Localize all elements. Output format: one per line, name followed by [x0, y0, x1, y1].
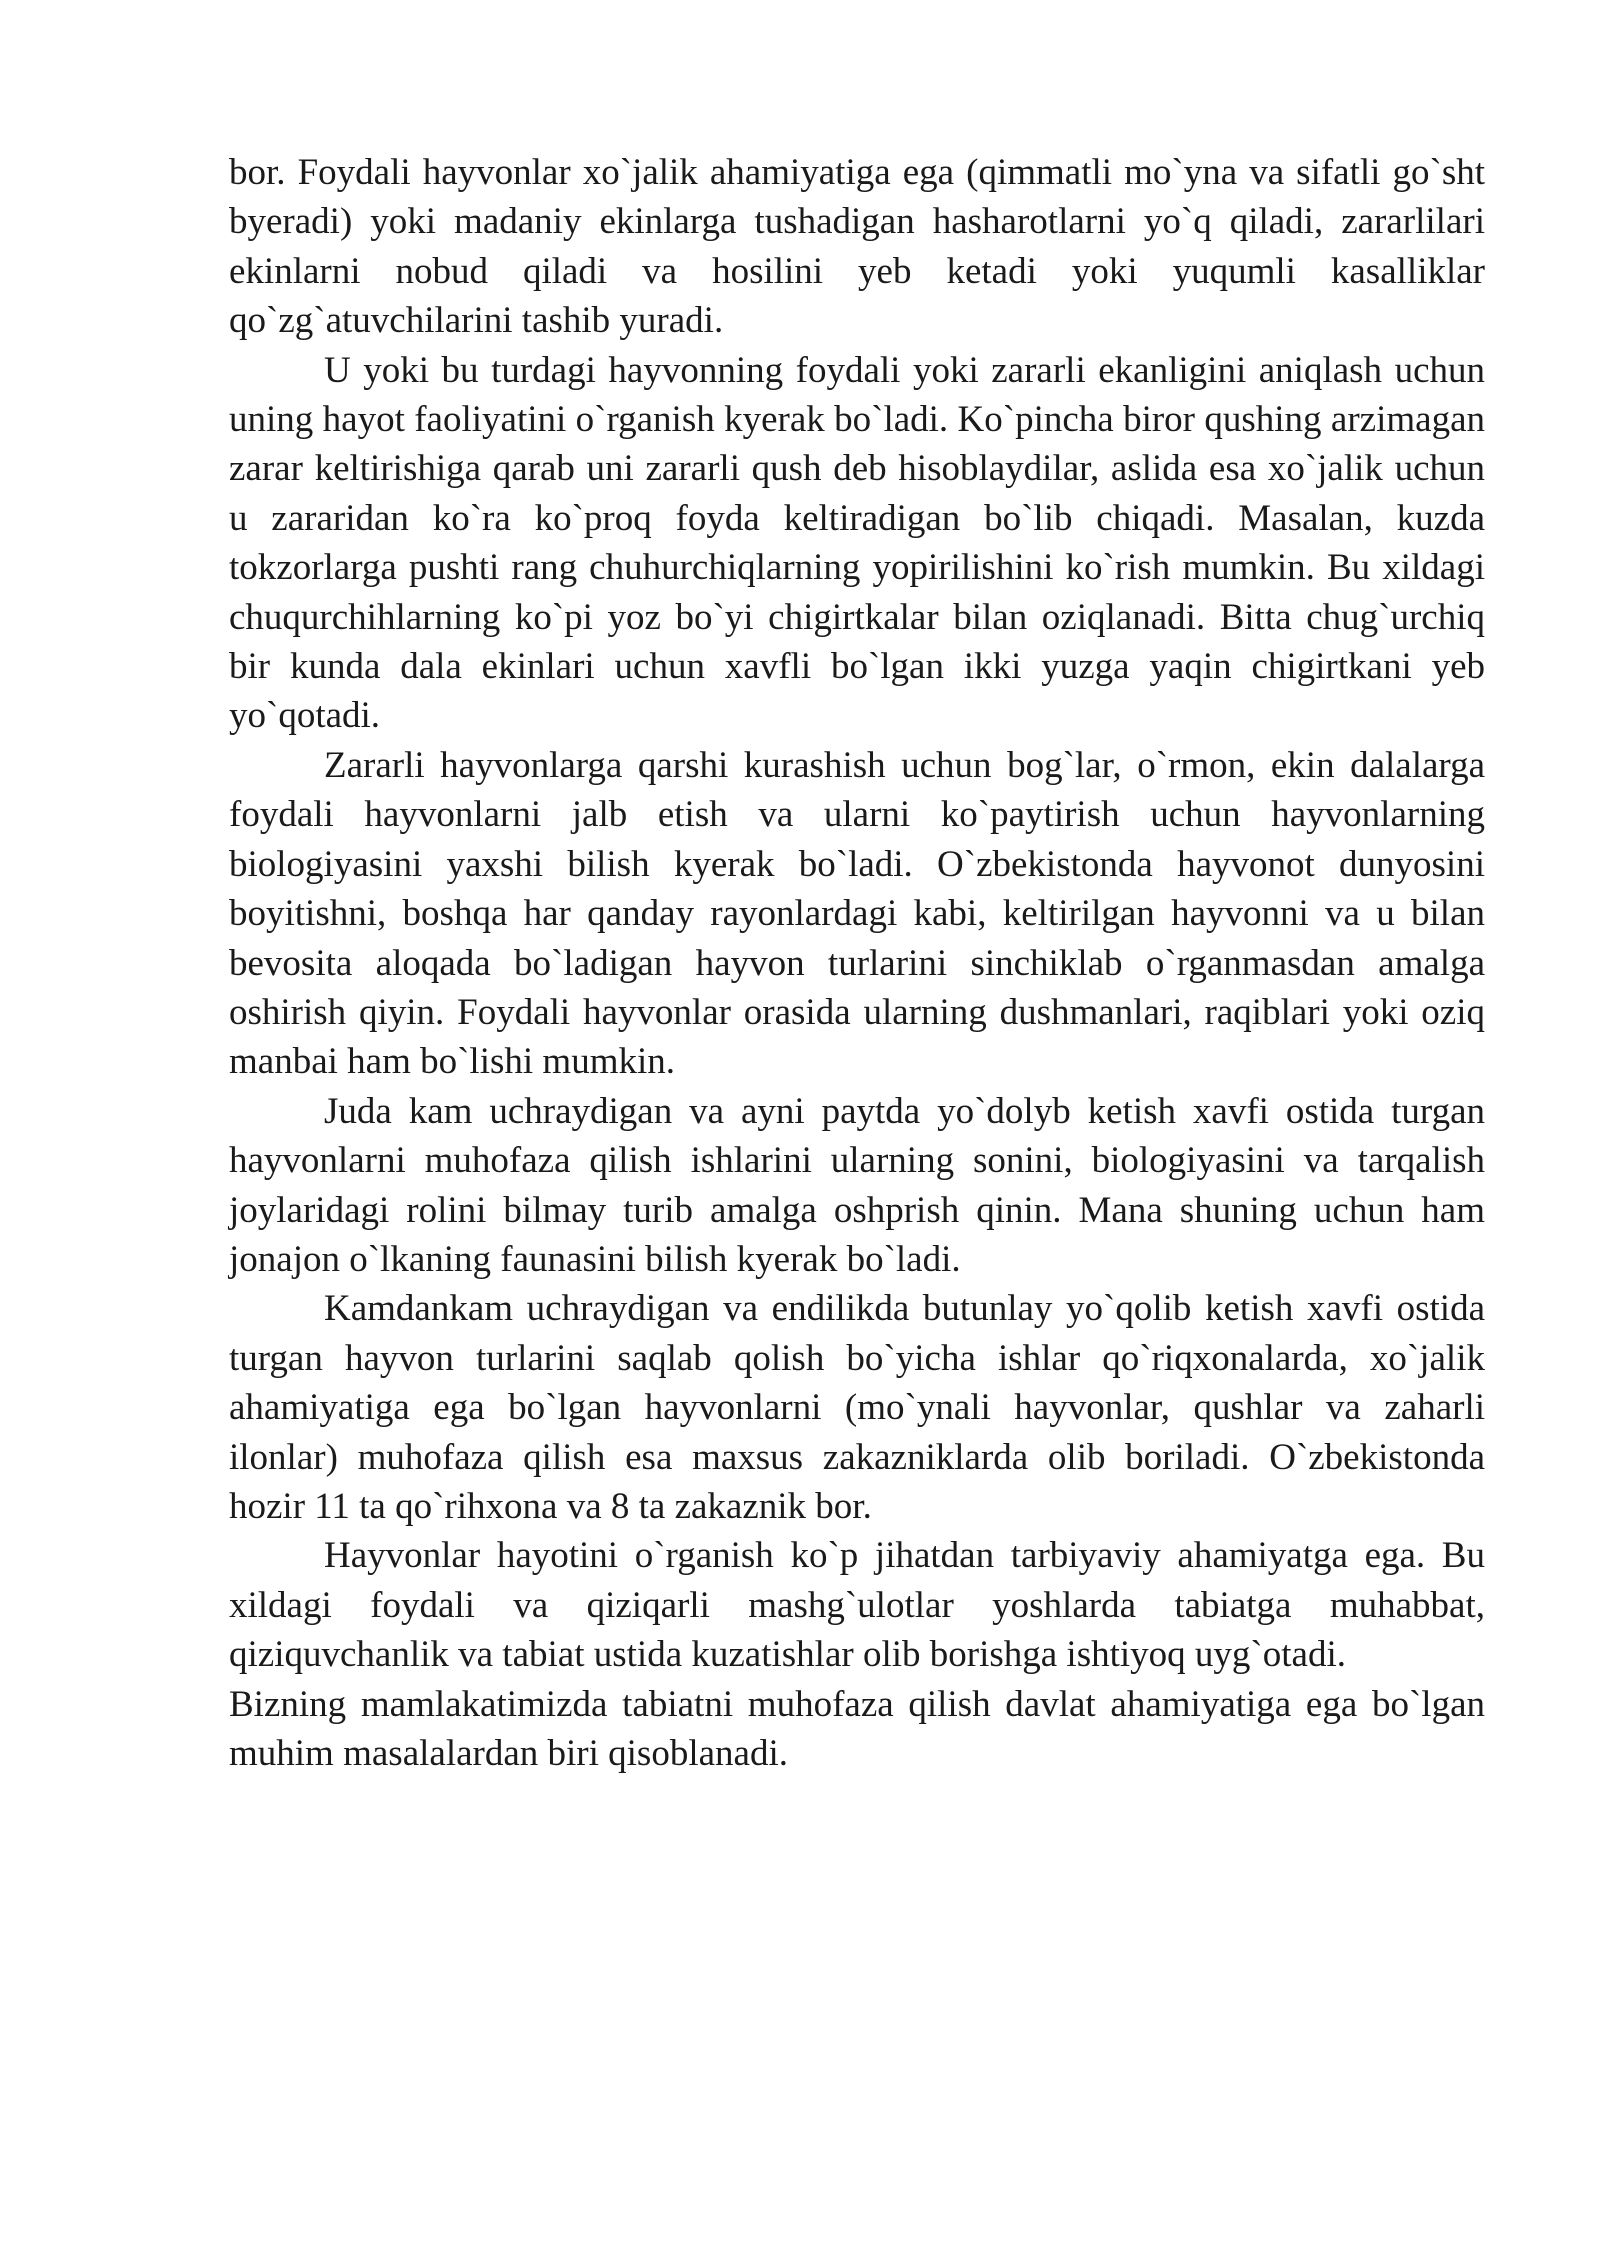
body-text — [229, 148, 1485, 1778]
paragraph: Kamdankam uchraydigan va endilikda butunlay yo`qolib ketish xavfi ostida turgan hayvon turlarini saqlab qolish bo`yicha ishlar qo`riqxonalarda, xo`jalik ahamiyatiga ega bo`lgan hayvonlarni (mo`ynali hayvonlar, qushlar va zaharli ilonlar) muhofaza qilish esa maxsus zakazniklarda olib boriladi. O`zbekistonda hozir 11 ta qo`rihxona va 8 ta zakaznik bor. — [229, 1288, 1485, 1527]
paragraph: Juda kam uchraydigan va ayni paytda yo`dolyb ketish xavfi ostida turgan hayvonlarni muhofaza qilish ishlarini ularning sonini, biologiyasini va tarqalish joylaridagi rolini bilmay turib amalga oshprish qinin. Mana shuning uchun ham jonajon o`lkaning faunasini bilish kyerak bo`ladi. — [229, 1090, 1485, 1280]
paragraph: Zararli hayvonlarga qarshi kurashish uchun bog`lar, o`rmon, ekin dalalarga foydali hayvonlarni jalb etish va ularni ko`paytirish uchun hayvonlarning biologiyasini yaxshi bilish kyerak bo`ladi. O`zbekistonda hayvonot dunyosini boyitishni, boshqa har qanday rayonlardagi kabi, keltirilgan hayvonni va u bilan bevosita aloqada bo`ladigan hayvon turlarini sinchiklab o`rganmasdan amalga oshirish qiyin. Foydali hayvonlar orasida ularning dushmanlari, raqiblari yoki oziq manbai ham bo`lishi mumkin. — [229, 744, 1485, 1083]
paragraph: Hayvonlar hayotini o`rganish ko`p jihatdan tarbiyaviy ahamiyatga ega. Bu xildagi foydali va qiziqarli mashg`ulotlar yoshlarda tabiatga muhabbat, qiziquvchanlik va tabiat ustida kuzatishlar olib borishga ishtiyoq uyg`otadi. — [229, 1535, 1485, 1676]
paragraph: bor. Foydali hayvonlar xo`jalik ahamiyatiga ega (qimmatli mo`yna va sifatli go`sht byeradi) yoki madaniy ekinlarga tushadigan hasharotlarni yo`q qiladi, zararlilari ekinlarni nobud qiladi va hosilini yeb ketadi yoki yuqumli kasalliklar qo`zg`atuvchilarini tashib yuradi. — [229, 152, 1485, 342]
paragraph: Bizning mamlakatimizda tabiatni muhofaza qilish davlat ahamiyatiga ega bo`lgan muhim masalalardan biri qisoblanadi. — [229, 1683, 1485, 1774]
paragraph: U yoki bu turdagi hayvonning foydali yoki zararli ekanligini aniqlash uchun uning hayot faoliyatini o`rganish kyerak bo`ladi. Ko`pincha biror qushing arzimagan zarar keltirishiga qarab uni zararli qush deb hisoblaydilar, aslida esa xo`jalik uchun u zararidan ko`ra ko`proq foyda keltiradigan bo`lib chiqadi. Masalan, kuzda tokzorlarga pushti rang chuhurchiqlarning yopirilishini ko`rish mumkin. Bu xildagi chuqurchihlarning ko`pi yoz bo`yi chigirtkalar bilan oziqlanadi. Bitta chug`urchiq bir kunda dala ekinlari uchun xavfli bo`lgan ikki yuzga yaqin chigirtkani yeb yo`qotadi. — [229, 349, 1485, 737]
